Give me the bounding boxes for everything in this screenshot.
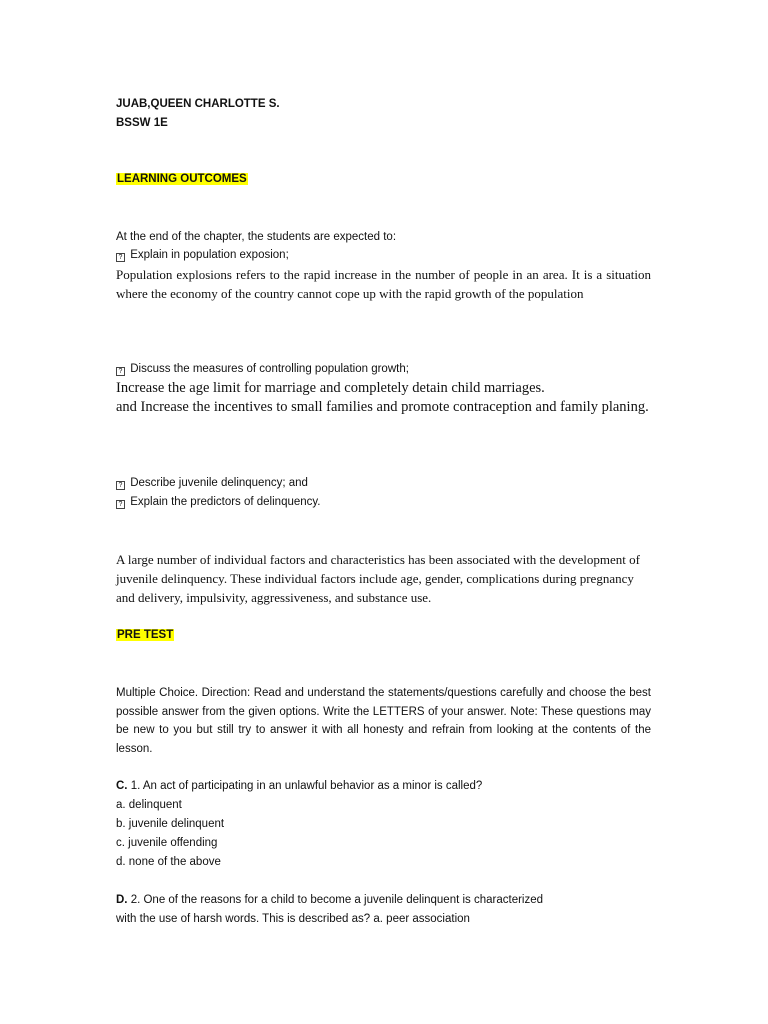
pre-test-directions: Multiple Choice. Direction: Read and understand the statements/questions carefully and choose the best possible answer from the given options. Write the LETTERS of your answer. Note: These questions may be new to you but still try to answer it with all honesty and refrain from looking at the contents of the lesson. xyxy=(116,687,651,755)
outcome-item-2-text: Discuss the measures of controlling population growth; xyxy=(130,363,409,375)
question-2-answer: D. xyxy=(116,894,128,906)
outcome-item-3-text: Describe juvenile delinquency; and xyxy=(130,477,308,489)
question-1-option-c: c. juvenile offending xyxy=(116,837,218,849)
question-1 xyxy=(116,778,482,794)
question-1-option-a: a. delinquent xyxy=(116,799,182,811)
outcome-item-2-answer-line1: Increase the age limit for marriage and completely detain child marriages. xyxy=(116,380,545,396)
missing-glyph-icon: ? xyxy=(116,367,125,376)
outcome-item-4-text: Explain the predictors of delinquency. xyxy=(130,496,321,508)
question-2-continuation: with the use of harsh words. This is described as? a. peer association xyxy=(116,913,470,925)
learning-outcomes-heading xyxy=(116,171,248,187)
outcome-item-2 xyxy=(116,361,409,377)
outcome-item-4 xyxy=(116,494,321,510)
question-1-answer: C. xyxy=(116,780,128,792)
question-2 xyxy=(116,892,543,908)
missing-glyph-icon: ? xyxy=(116,500,125,509)
outcome-item-2-answer-line2: and Increase the incentives to small families and promote contraception and family planing. xyxy=(116,399,649,415)
pre-test-heading-text: PRE TEST xyxy=(117,629,174,641)
question-2-text: 2. One of the reasons for a child to become a juvenile delinquent is characterized xyxy=(127,894,544,906)
question-1-option-b: b. juvenile delinquent xyxy=(116,818,225,830)
learning-outcomes-heading-text: LEARNING OUTCOMES xyxy=(117,173,247,185)
missing-glyph-icon: ? xyxy=(116,481,125,490)
outcome-item-1 xyxy=(116,247,289,263)
question-1-text: 1. An act of participating in an unlawful behavior as a minor is called? xyxy=(127,780,483,792)
delinquency-paragraph: A large number of individual factors and characteristics has been associated with the development of juvenile delinquency. These individual factors include age, gender, complications during pregnancy and delivery, impulsivity, aggressiveness, and substance use. xyxy=(116,552,640,605)
outcome-item-1-answer: Population explosions refers to the rapid increase in the number of people in an area. It is a situation where the economy of the country cannot cope up with the rapid growth of the population xyxy=(116,267,651,301)
pre-test-heading xyxy=(116,627,174,643)
outcome-item-3 xyxy=(116,475,308,491)
outcome-item-1-text: Explain in population exposion; xyxy=(130,249,289,261)
missing-glyph-icon: ? xyxy=(116,253,125,262)
outcomes-intro: At the end of the chapter, the students are expected to: xyxy=(116,231,397,243)
student-name: JUAB,QUEEN CHARLOTTE S. xyxy=(116,98,280,110)
student-section: BSSW 1E xyxy=(116,117,168,129)
question-1-option-d: d. none of the above xyxy=(116,856,221,868)
